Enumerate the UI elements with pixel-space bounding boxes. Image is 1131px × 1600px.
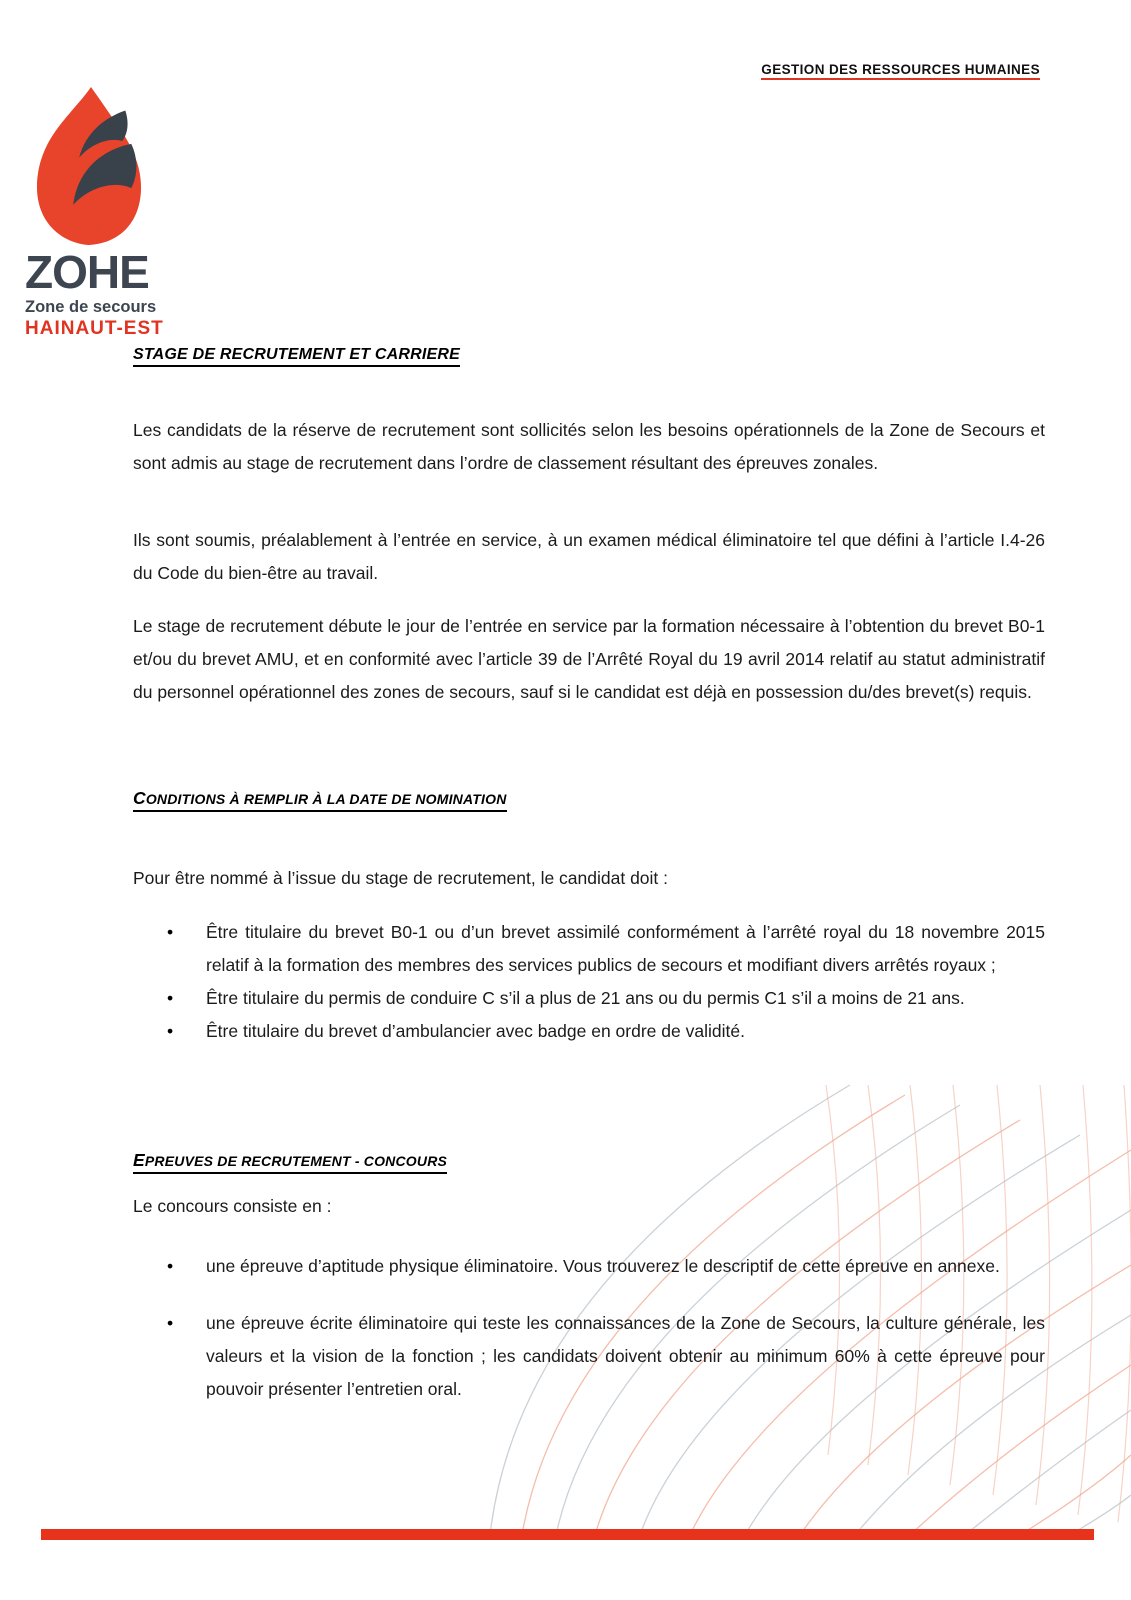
- list-item: • Être titulaire du brevet d’ambulancier avec badge en ordre de validité.: [133, 1015, 1045, 1048]
- list-item: • Être titulaire du permis de conduire C s’il a plus de 21 ans ou du permis C1 s’il a moins de 21 ans.: [133, 982, 1045, 1015]
- paragraph: Les candidats de la réserve de recrutement sont sollicités selon les besoins opérationnels de la Zone de Secours et sont admis au stage de recrutement dans l’ordre de classement résultant des épreuves zonales.: [133, 420, 1045, 473]
- section-conditions-heading-wrap: [133, 788, 1045, 812]
- list-item: • Être titulaire du brevet B0-1 ou d’un brevet assimilé conformément à l’arrêté royal du 18 novembre 2015 relatif à la formation des membres des services publics de secours et modifiant divers arrêtés royaux ;: [133, 916, 1045, 982]
- list-item: • une épreuve écrite éliminatoire qui teste les connaissances de la Zone de Secours, la culture générale, les valeurs et la vision de la fonction ; les candidats doivent obtenir au minimum 60% à cette épreuve pour pouvoir présenter l’entretien oral.: [133, 1307, 1045, 1406]
- paragraph: Ils sont soumis, préalablement à l’entrée en service, à un examen médical éliminatoire tel que défini à l’article I.4-26 du Code du bien-être au travail.: [133, 530, 1045, 583]
- list-item: • une épreuve d’aptitude physique éliminatoire. Vous trouverez le descriptif de cette épreuve en annexe.: [133, 1250, 1045, 1283]
- footer-red-bar: [41, 1529, 1094, 1540]
- logo-subtitle: Zone de secours: [25, 298, 157, 316]
- paragraph: Le stage de recrutement débute le jour de l’entrée en service par la formation nécessaire à l’obtention du brevet B0-1 et/ou du brevet AMU, et en conformité avec l’article 39 de l’Arrêté Royal du 19 avril 2014 relatif au statut administratif du personnel opérationnel des zones de secours, sauf si le candidat est déjà en possession du/des brevet(s) requis.: [133, 616, 1045, 702]
- section-heading-conditions: CONDITIONS À REMPLIR À LA DATE DE NOMINATION: [133, 788, 507, 812]
- zohe-logo: [25, 85, 164, 340]
- section-heading-epreuves: EPREUVES DE RECRUTEMENT - CONCOURS: [133, 1150, 447, 1174]
- logo-name: ZOHE: [25, 246, 149, 298]
- conditions-bullet-list: [133, 916, 1045, 1048]
- section-epreuves-heading-wrap: [133, 1150, 1045, 1174]
- document-header-label: GESTION DES RESSOURCES HUMAINES: [761, 62, 1040, 80]
- logo-region: HAINAUT-EST: [25, 318, 164, 339]
- zohe-flame-icon: [30, 85, 148, 247]
- concours-bullet-list: [133, 1250, 1045, 1406]
- paragraph: Le concours consiste en :: [133, 1196, 332, 1216]
- section-heading-stage: STAGE DE RECRUTEMENT ET CARRIERE: [133, 346, 460, 367]
- paragraph: Pour être nommé à l’issue du stage de recrutement, le candidat doit :: [133, 868, 669, 888]
- section-stage-heading-wrap: [133, 346, 1045, 367]
